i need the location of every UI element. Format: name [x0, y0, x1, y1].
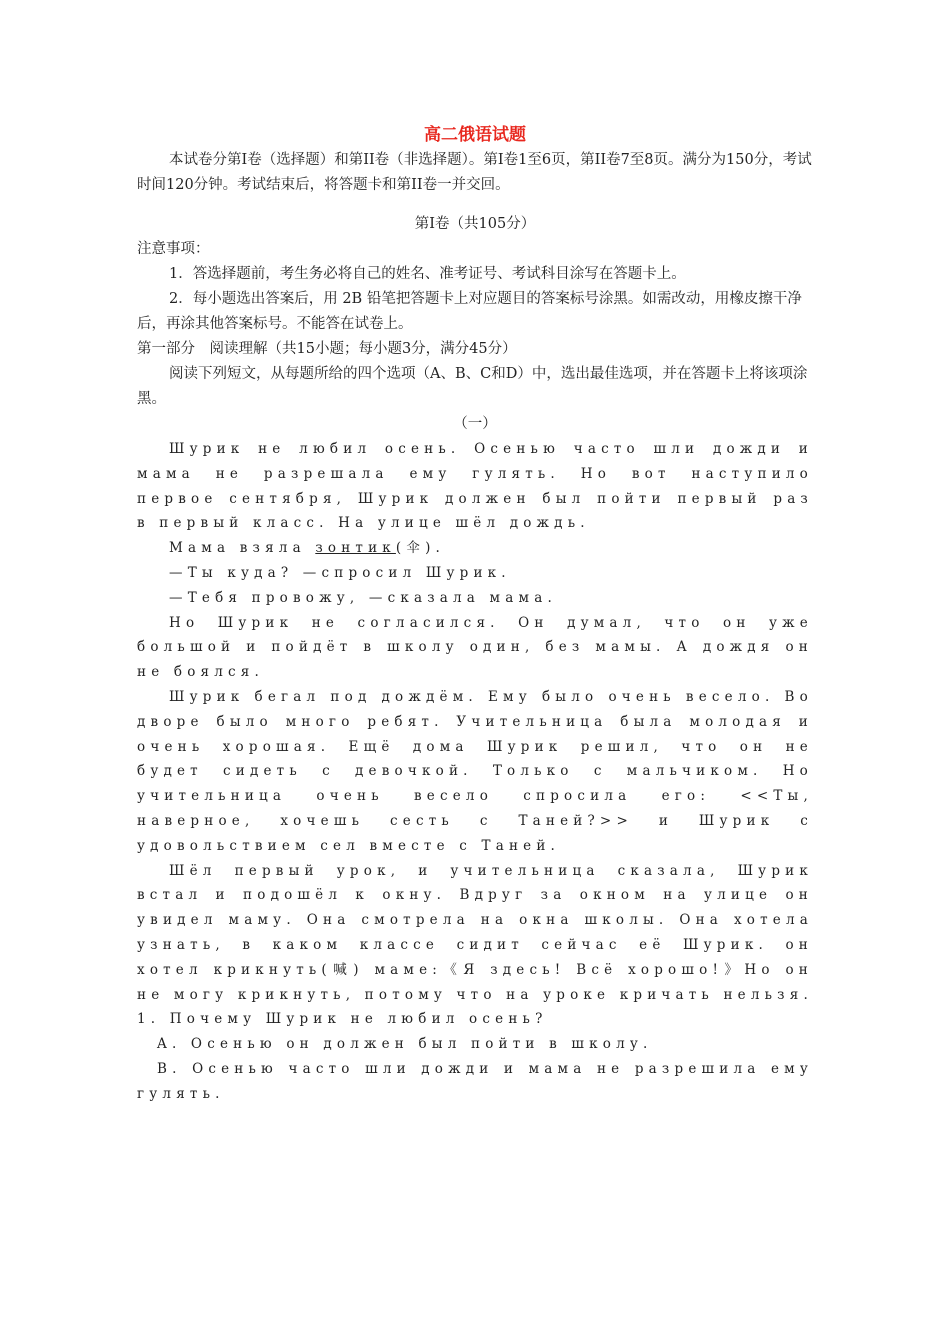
passage-number: （一）	[453, 416, 497, 432]
passage-paragraph-4: —Тебя провожу, —сказала мама.	[169, 589, 557, 606]
question-1-option-b: B. Осенью часто шли дожди и мама не разрешила ему гулять.	[137, 1060, 813, 1102]
underlined-word: зонтик	[315, 540, 396, 557]
question-1-option-a: A. Осенью он должен был пойти в школу.	[157, 1036, 653, 1053]
paragraph-text: (伞).	[395, 540, 446, 557]
passage-paragraph-5: Но Шурик не согласился. Он думал, что он уже большой и пойдёт в школу один, без мамы. А дождя он не боялся.	[137, 614, 813, 681]
question-1-stem: 1. Почему Шурик не любил осень?	[137, 1011, 548, 1028]
passage-paragraph-6: Шурик бегал под дождём. Ему было очень весело. Во дворе было много ребят. Учительница была молодая и очень хорошая. Ещё дома Шурик решил, что он не будет сидеть с девочкой. Только с мальчиком. Но учительница очень весело спросила его: <<Ты, наверное, хочешь сесть с Таней?>> и Шурик с удовольствием сел вместе с Таней.	[137, 688, 813, 854]
note-2: 2．每小题选出答案后，用 2B 铅笔把答题卡上对应题目的答案标号涂黑。如需改动，用橡皮擦干净后，再涂其他答案标号。不能答在试卷上。	[137, 291, 802, 332]
exam-page	[137, 118, 813, 1107]
passage-paragraph-2	[137, 536, 813, 561]
exam-title: 高二俄语试题	[424, 125, 526, 145]
part-heading: 第一部分 阅读理解（共15小题；每小题3分，满分45分）	[137, 341, 517, 357]
notes-label: 注意事项：	[137, 241, 210, 257]
paragraph-text: Мама взяла	[169, 540, 316, 557]
passage-paragraph-1: Шурик не любил осень. Осенью часто шли дожди и мама не разрешала ему гулять. Но вот наступило первое сентября, Шурик должен был пойти первый раз в первый класс. На улице шёл дождь.	[137, 441, 813, 532]
spacer	[137, 198, 813, 212]
note-1: 1．答选择题前，考生务必将自己的姓名、准考证号、考试科目涂写在答题卡上。	[169, 266, 686, 282]
passage-paragraph-3: —Ты куда? —спросил Шурик.	[169, 564, 511, 581]
section-heading: 第I卷（共105分）	[414, 216, 536, 232]
passage-paragraph-7: Шёл первый урок, и учительница сказала, Шурик встал и подошёл к окну. Вдруг за окном на улице он увидел маму. Она смотрела на окна школы. Она хотела узнать, в каком классе сидит сейчас её Шурик. он хотел крикнуть(喊) маме:《Я здесь! Всё хорошо!》Но он не могу крикнуть, потому что на уроке кричать нельзя.	[137, 862, 813, 1003]
part-instructions: 阅读下列短文，从每题所给的四个选项（A、B、C和D）中，选出最佳选项，并在答题卡上将该项涂黑。	[137, 366, 808, 407]
exam-intro: 本试卷分第I卷（选择题）和第II卷（非选择题）。第I卷1至6页，第II卷7至8页。满分为150分，考试时间120分钟。考试结束后，将答题卡和第II卷一并交回。	[137, 152, 812, 193]
